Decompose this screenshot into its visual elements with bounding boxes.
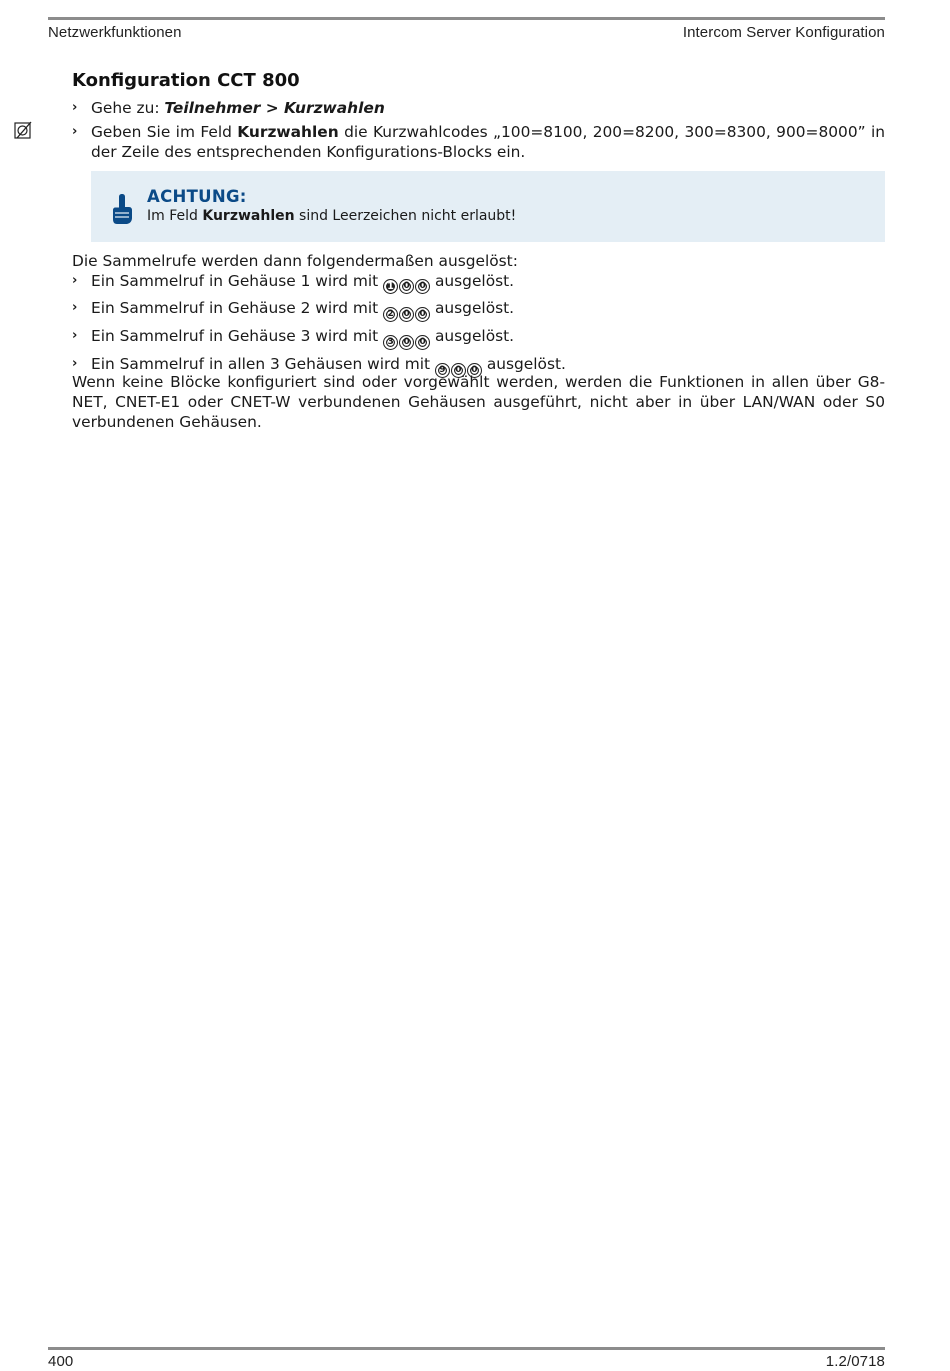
digit-key-icon: 9 [435,363,450,378]
footer-rule [48,1347,885,1350]
header-rule [48,17,885,20]
digit-key-icon: 3 [383,335,398,350]
call-list [72,271,885,378]
bullet-arrow-icon: › [72,328,78,343]
menu-path: Teilnehmer > Kurzwahlen [164,99,385,117]
digit-key-icon: 0 [415,307,430,322]
header-section: Intercom Server Konfiguration [682,24,885,41]
list-item: › Ein Sammelruf in allen 3 Gehäusen wird mit 9 0 0 ausgelöst. [72,354,885,378]
attention-note [91,171,885,242]
bullet-arrow-icon: › [72,300,78,315]
page-number: 400 [48,1353,74,1370]
page-title: Konfiguration CCT 800 [72,70,300,91]
key-sequence [383,335,430,350]
digit-key-icon: 0 [415,335,430,350]
pointing-hand-icon [111,193,133,229]
closing-paragraph: Wenn keine Blöcke konfiguriert sind oder vorgewählt werden, werden die Funktionen in allen über G8-NET, CNET-E1 oder CNET-W verbundenen Gehäusen ausgeführt, nicht aber in über LAN/WAN oder S0 verbundenen Gehäusen. [72,373,885,431]
step-enter-codes: › Geben Sie im Feld Kurzwahlen die Kurzwahlcodes „100=8100, 200=8200, 300=8300, 900=8000” in der Zeile des entsprechenden Konfigurations-Blocks ein. [72,123,886,161]
bullet-arrow-icon: › [72,124,78,139]
intro-text: Die Sammelrufe werden dann folgendermaßen ausgelöst: [72,252,518,270]
pencil-edit-icon [14,121,33,144]
note-field-name: Kurzwahlen [202,208,295,224]
digit-key-icon: 0 [399,307,414,322]
document-version: 1.2/0718 [825,1353,885,1370]
header-chapter: Netzwerkfunktionen [48,24,182,41]
digit-key-icon: 0 [399,335,414,350]
note-text: Im Feld Kurzwahlen sind Leerzeichen nicht erlaubt! [147,208,517,224]
digit-key-icon: 0 [451,363,466,378]
digit-key-icon: 2 [383,307,398,322]
step-navigate: › Gehe zu: Teilnehmer > Kurzwahlen [72,99,385,117]
key-sequence [383,279,430,294]
bullet-arrow-icon: › [72,273,78,288]
digit-key-icon: 0 [467,363,482,378]
note-heading: ACHTUNG: [147,187,247,206]
digit-key-icon: 0 [415,279,430,294]
bullet-arrow-icon: › [72,100,78,115]
field-name: Kurzwahlen [237,123,339,141]
bullet-arrow-icon: › [72,356,78,371]
digit-key-icon: 0 [399,279,414,294]
list-item: › Ein Sammelruf in Gehäuse 2 wird mit 2 0 0 ausgelöst. [72,298,885,322]
list-item: › Ein Sammelruf in Gehäuse 1 wird mit 1 0 0 ausgelöst. [72,272,515,292]
digit-key-icon: 1 [383,279,398,294]
list-item: › Ein Sammelruf in Gehäuse 3 wird mit 3 0 0 ausgelöst. [72,326,885,350]
key-sequence [383,307,430,322]
